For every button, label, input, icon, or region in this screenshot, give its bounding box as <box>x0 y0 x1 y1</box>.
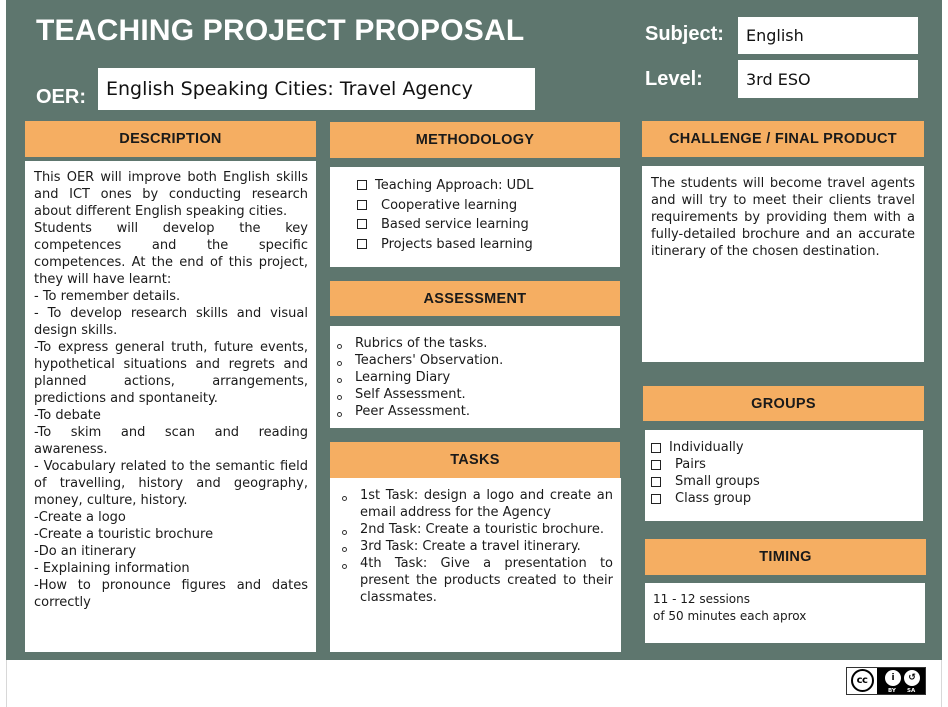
groups-panel <box>645 430 923 521</box>
attribution-icon: i <box>885 670 901 686</box>
assessment-panel <box>330 326 620 428</box>
oer-field[interactable] <box>98 68 535 110</box>
cc-icon: cc <box>851 669 874 692</box>
challenge-heading: CHALLENGE / FINAL PRODUCT <box>642 121 924 157</box>
methodology-item: Based service learning <box>375 215 620 235</box>
cc-logo <box>847 668 877 693</box>
assessment-heading: ASSESSMENT <box>330 281 620 316</box>
methodology-panel <box>330 167 620 267</box>
oer-label: OER: <box>36 86 86 108</box>
cc-attributes <box>877 668 925 694</box>
task-item: 1st Task: design a logo and create an email address for the Agency <box>360 488 613 520</box>
description-line: -To express general truth, future events, hypothetical situations and regrets and planned actions, arrangements, predictions and spontaneity. <box>34 340 308 406</box>
footer-bar <box>6 660 942 707</box>
level-value: 3rd ESO <box>746 69 811 89</box>
assessment-item: Teachers' Observation. <box>355 352 620 369</box>
description-line: - Explaining information <box>34 561 190 576</box>
subject-label: Subject: <box>645 23 724 45</box>
task-item: 2nd Task: Create a touristic brochure. <box>360 521 613 538</box>
description-line: -To skim and scan and reading awareness. <box>34 425 308 457</box>
level-field[interactable] <box>738 60 918 98</box>
challenge-panel <box>642 166 924 362</box>
assessment-item: Learning Diary <box>355 369 620 386</box>
assessment-item: Peer Assessment. <box>355 403 620 420</box>
group-item: Class group <box>669 490 923 507</box>
subject-field[interactable] <box>738 17 918 54</box>
page-title: TEACHING PROJECT PROPOSAL <box>36 14 525 47</box>
challenge-text: The students will become travel agents and will try to meet their clients travel requirements by providing them with a fully-detailed brochure and an accurate itinerary of the chosen destination. <box>651 176 915 259</box>
timing-sessions: 11 - 12 sessions <box>653 592 750 606</box>
description-line: Students will develop the key competences and the specific competences. At the end of this project, they will have learnt: <box>34 221 308 287</box>
description-line: - Vocabulary related to the semantic field of travelling, history and geography, money, culture, history. <box>34 459 308 508</box>
cc-sa-label: SA <box>907 688 916 694</box>
assessment-item: Self Assessment. <box>355 386 620 403</box>
assessment-item: Rubrics of the tasks. <box>355 335 620 352</box>
share-alike-icon: ↺ <box>904 670 920 686</box>
group-item: Individually <box>669 439 923 456</box>
description-line: -Create a touristic brochure <box>34 527 214 542</box>
description-line: This OER will improve both English skills and ICT ones by conducting research about different English speaking cities. <box>34 170 308 219</box>
description-panel <box>25 161 316 652</box>
description-line: - To develop research skills and visual design skills. <box>34 306 308 338</box>
group-item: Small groups <box>669 473 923 490</box>
groups-heading: GROUPS <box>643 386 924 421</box>
timing-heading: TIMING <box>645 539 926 575</box>
task-item: 3rd Task: Create a travel itinerary. <box>360 538 613 555</box>
description-line: -To debate <box>34 408 101 423</box>
methodology-heading: METHODOLOGY <box>330 122 620 158</box>
subject-value: English <box>746 26 804 45</box>
tasks-panel <box>330 478 621 652</box>
cc-by-label: BY <box>888 688 896 694</box>
cc-by-sa-badge <box>846 667 926 695</box>
description-line: -Create a logo <box>34 510 126 525</box>
description-heading: DESCRIPTION <box>25 121 316 157</box>
methodology-item: Projects based learning <box>375 235 620 255</box>
level-label: Level: <box>645 68 703 90</box>
timing-duration: of 50 minutes each aprox <box>653 609 807 623</box>
group-item: Pairs <box>669 456 923 473</box>
task-item: 4th Task: Give a presentation to present the products created to their classmates. <box>360 556 613 605</box>
timing-panel <box>645 583 925 643</box>
methodology-item: Teaching Approach: UDL <box>375 176 620 196</box>
oer-value: English Speaking Cities: Travel Agency <box>106 78 473 100</box>
description-line: - To remember details. <box>34 289 181 304</box>
description-line: -Do an itinerary <box>34 544 137 559</box>
description-line: -How to pronounce figures and dates correctly <box>34 578 308 610</box>
methodology-item: Cooperative learning <box>375 196 620 216</box>
tasks-heading: TASKS <box>330 442 620 478</box>
